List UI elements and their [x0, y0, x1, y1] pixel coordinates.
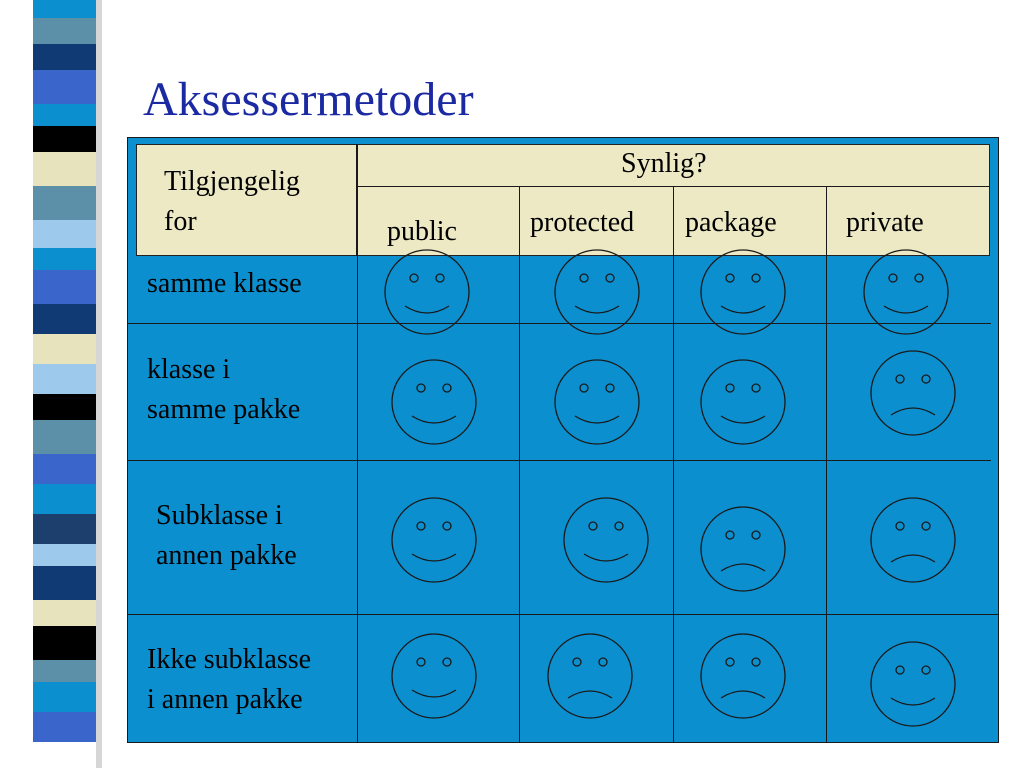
- stripe-segment: [33, 304, 96, 334]
- stripe-segment: [33, 44, 96, 70]
- stripe-bar-shadow: [96, 0, 102, 768]
- face-row2-protected: [553, 358, 641, 446]
- decorative-stripe-bar: [33, 0, 96, 768]
- face-row1-package: [699, 248, 787, 336]
- face-row2-public: [390, 358, 478, 446]
- face-row4-public: [390, 632, 478, 720]
- face-row3-protected: [562, 496, 650, 584]
- column-divider-1: [519, 186, 520, 743]
- happy-face-icon: [390, 358, 478, 446]
- visibility-group-header: Synlig?: [621, 148, 707, 179]
- sad-face-icon: [869, 496, 957, 584]
- column-header-package: package: [685, 207, 777, 238]
- stripe-segment: [33, 334, 96, 364]
- stripe-segment: [33, 682, 96, 712]
- slide-title: Aksessermetoder: [143, 73, 474, 126]
- happy-face-icon: [869, 640, 957, 728]
- stripe-segment: [33, 660, 96, 682]
- face-row2-private: [869, 349, 957, 437]
- face-row4-package: [699, 632, 787, 720]
- row-label-ikke-subklasse-line-2: i annen pakke: [147, 684, 303, 715]
- stripe-segment: [33, 70, 96, 104]
- stripe-segment: [33, 600, 96, 626]
- row-divider-2: [127, 460, 991, 461]
- column-header-protected: protected: [530, 207, 635, 238]
- stripe-segment: [33, 104, 96, 126]
- corner-label-line-1: Tilgjengelig: [164, 166, 300, 197]
- stripe-segment: [33, 186, 96, 220]
- row-label-ikke-subklasse-line-1: Ikke subklasse: [147, 644, 312, 675]
- column-header-public: public: [387, 216, 457, 247]
- face-row3-private: [869, 496, 957, 584]
- row-divider-3: [127, 614, 999, 615]
- stripe-segment: [33, 248, 96, 270]
- row-label-subklasse-line-1: Subklasse i: [156, 500, 283, 531]
- stripe-segment: [33, 454, 96, 484]
- happy-face-icon: [390, 632, 478, 720]
- happy-face-icon: [862, 248, 950, 336]
- happy-face-icon: [553, 248, 641, 336]
- happy-face-icon: [562, 496, 650, 584]
- face-row4-protected: [546, 632, 634, 720]
- stripe-segment: [33, 544, 96, 566]
- label-divider: [357, 256, 358, 743]
- stripe-segment: [33, 484, 96, 514]
- sad-face-icon: [869, 349, 957, 437]
- happy-face-icon: [553, 358, 641, 446]
- stripe-segment: [33, 152, 96, 186]
- stripe-segment: [33, 712, 96, 742]
- sad-face-icon: [699, 632, 787, 720]
- sad-face-icon: [699, 505, 787, 593]
- face-row2-package: [699, 358, 787, 446]
- header-divider-vertical: [356, 144, 358, 256]
- row-label-klasse-i-samme-pakke-line-1: klasse i: [147, 354, 231, 385]
- stripe-segment: [33, 220, 96, 248]
- happy-face-icon: [390, 496, 478, 584]
- row-label-samme-klasse: samme klasse: [147, 268, 302, 299]
- stripe-segment: [33, 270, 96, 304]
- face-row1-protected: [553, 248, 641, 336]
- happy-face-icon: [699, 248, 787, 336]
- stripe-segment: [33, 394, 96, 420]
- happy-face-icon: [699, 358, 787, 446]
- row-label-subklasse-line-2: annen pakke: [156, 540, 297, 571]
- stripe-segment: [33, 566, 96, 600]
- sad-face-icon: [546, 632, 634, 720]
- stripe-segment: [33, 420, 96, 454]
- stripe-segment: [33, 364, 96, 394]
- face-row1-private: [862, 248, 950, 336]
- happy-face-icon: [383, 248, 471, 336]
- stripe-segment: [33, 0, 96, 18]
- stripe-segment: [33, 18, 96, 44]
- face-row4-private: [869, 640, 957, 728]
- row-label-klasse-i-samme-pakke-line-2: samme pakke: [147, 394, 301, 425]
- stripe-segment: [33, 126, 96, 152]
- stripe-segment: [33, 514, 96, 544]
- face-row1-public: [383, 248, 471, 336]
- column-divider-2: [673, 186, 674, 743]
- column-divider-3: [826, 186, 827, 743]
- face-row3-public: [390, 496, 478, 584]
- column-header-private: private: [846, 207, 924, 238]
- stripe-segment: [33, 626, 96, 660]
- face-row3-package: [699, 505, 787, 593]
- corner-label-line-2: for: [164, 206, 197, 237]
